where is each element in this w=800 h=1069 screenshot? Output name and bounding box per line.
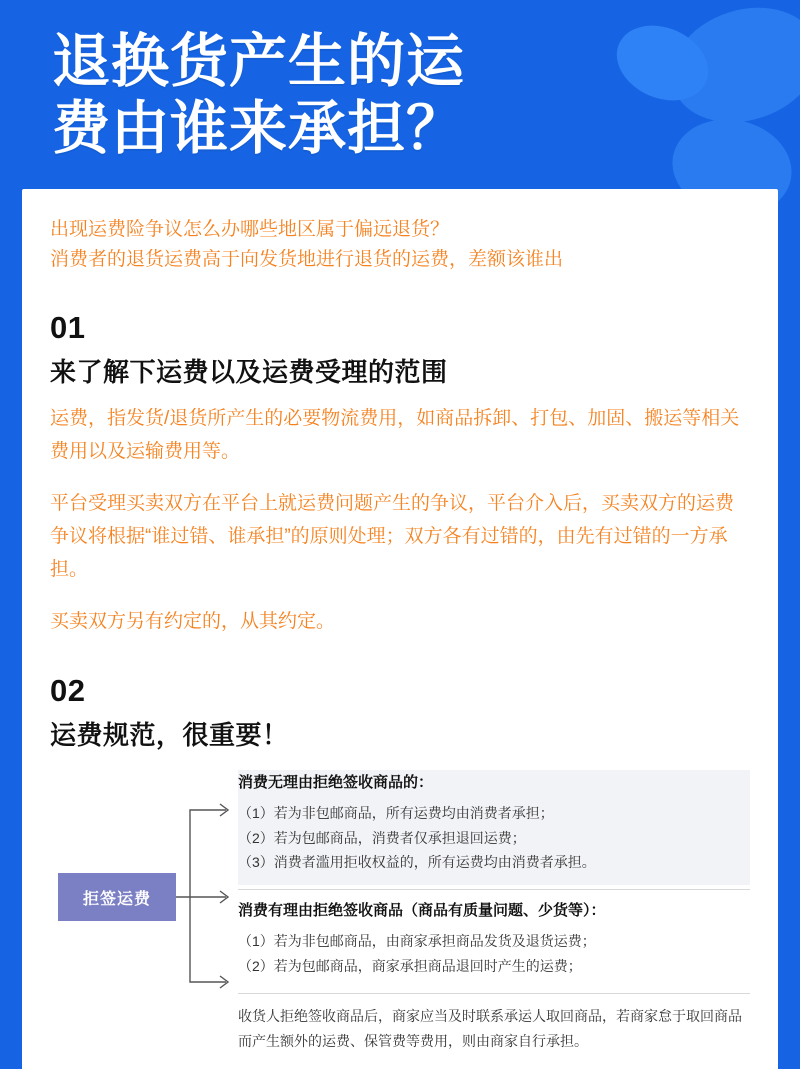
- page-title-line-2: 费由谁来承担？: [52, 96, 466, 162]
- page-title-line-1: 退换货产生的运: [52, 29, 466, 94]
- list-item: （2）若为包邮商品，商家承担商品退回时产生的运费；: [238, 957, 582, 974]
- diagram-block-1-list: [238, 801, 750, 876]
- diagram-block-unreasonable-refusal: [238, 770, 750, 885]
- diagram-block-1-heading: 消费无理由拒绝签收商品的：: [238, 774, 434, 792]
- section-01-title: 来了解下运费以及运费受理的范围: [50, 357, 448, 388]
- list-item: （2）若为包邮商品，消费者仅承担退回运费；: [238, 829, 526, 846]
- list-item: （3）消费者滥用拒收权益的，所有运费均由消费者承担。: [238, 854, 596, 871]
- subtitle-line-1: 出现运费险争议怎么办哪些地区属于偏远退货？: [50, 218, 450, 240]
- diagram-block-note: [238, 1002, 750, 1064]
- diagram-divider: [238, 993, 750, 994]
- poster-header: [0, 0, 800, 177]
- fee-responsibility-diagram: [50, 770, 750, 1063]
- content-card: [22, 189, 778, 1069]
- diagram-right-column: [230, 770, 750, 1063]
- list-item: （1）若为非包邮商品，所有运费均由消费者承担；: [238, 804, 554, 821]
- subtitle: [50, 215, 750, 277]
- diagram-divider: [238, 889, 750, 890]
- diagram-node-refusal-shipping-fee: 拒签运费: [58, 873, 176, 921]
- section-01-paragraph-3: 买卖双方另有约定的，从其约定。: [50, 611, 336, 633]
- section-02-number: 02: [50, 673, 86, 709]
- section-01-paragraph-2: 平台受理买卖双方在平台上就运费问题产生的争议，平台介入后，买卖双方的运费争议将根据“谁过错、谁承担”的原则处理；双方各有过错的，由先有过错的一方承担。: [50, 493, 735, 580]
- page-title: [52, 28, 760, 163]
- diagram-left-column: [50, 770, 230, 1063]
- section-01-paragraph-1: 运费，指发货/退货所产生的必要物流费用，如商品拆卸、打包、加固、搬运等相关费用以及运输费用等。: [50, 408, 740, 462]
- diagram-block-2-list: [238, 929, 750, 979]
- diagram-connector-icon: [176, 770, 230, 1005]
- list-item: （1）若为非包邮商品，由商家承担商品发货及退货运费；: [238, 932, 596, 949]
- subtitle-line-2: 消费者的退货运费高于向发货地进行退货的运费，差额该谁出: [50, 249, 564, 271]
- diagram-block-reasonable-refusal: [238, 898, 750, 988]
- diagram-note-text: 收货人拒绝签收商品后，商家应当及时联系承运人取回商品，若商家怠于取回商品而产生额外的运费、保管费等费用，则由商家自行承担。: [238, 1007, 742, 1049]
- section-02-title: 运费规范，很重要！: [50, 720, 289, 751]
- diagram-block-2-heading: 消费有理由拒绝签收商品（商品有质量问题、少货等）：: [238, 902, 606, 920]
- section-01-number: 01: [50, 310, 86, 346]
